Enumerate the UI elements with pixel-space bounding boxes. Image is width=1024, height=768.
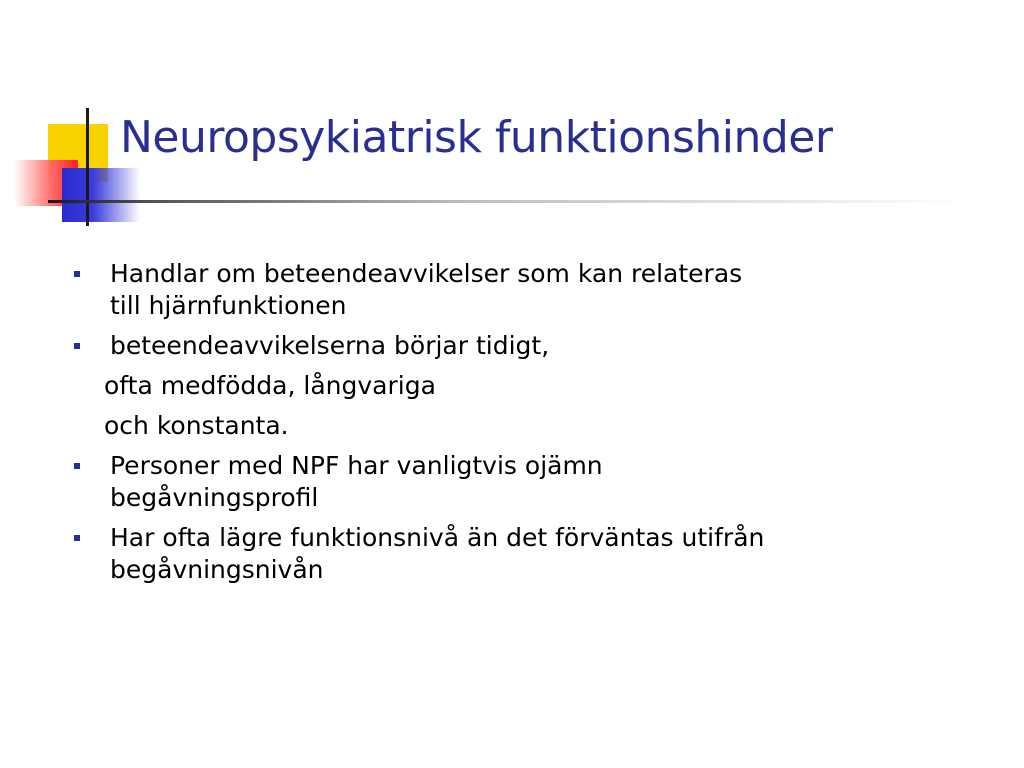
square-bullet-icon <box>74 343 80 349</box>
list-item-text: Har ofta lägre funktionsnivå än det förväntas utifrån <box>110 523 765 552</box>
list-item-text: Handlar om beteendeavvikelser som kan relateras <box>110 259 743 288</box>
square-bullet-icon <box>74 271 80 277</box>
bullet-list <box>70 258 970 594</box>
blue-square <box>62 168 140 222</box>
title-underline <box>48 200 968 203</box>
square-bullet-icon <box>74 535 80 541</box>
list-item-text: beteendeavvikelserna börjar tidigt, <box>110 331 550 360</box>
list-item <box>70 522 970 586</box>
list-item-text: begåvningsprofil <box>110 483 319 512</box>
list-item-text: och konstanta. <box>104 411 289 440</box>
list-item <box>70 450 970 514</box>
square-bullet-icon <box>74 463 80 469</box>
list-item-text: till hjärnfunktionen <box>110 291 347 320</box>
list-item <box>70 330 970 362</box>
slide-title: Neuropsykiatrisk funktionshinder <box>120 112 833 163</box>
list-continuation <box>70 370 970 402</box>
vertical-rule <box>86 108 89 226</box>
list-item-text: Personer med NPF har vanligtvis ojämn <box>110 451 603 480</box>
list-continuation <box>70 410 970 442</box>
list-item-text: ofta medfödda, långvariga <box>104 371 436 400</box>
list-item <box>70 258 970 322</box>
list-item-text: begåvningsnivån <box>110 555 324 584</box>
